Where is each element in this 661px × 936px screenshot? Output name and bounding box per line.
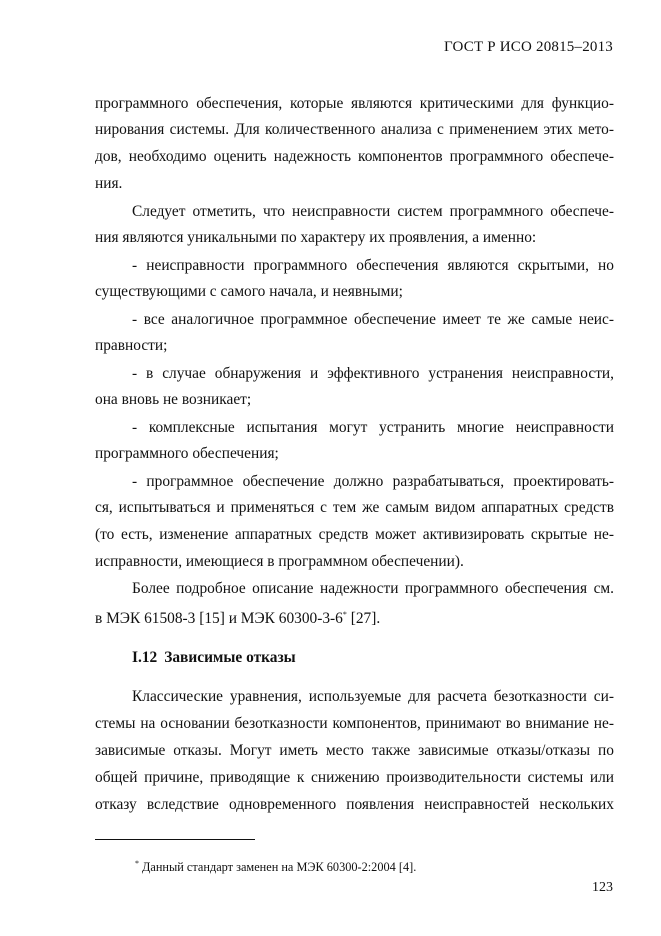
section-heading: [132, 648, 303, 668]
document-header-id: ГОСТ Р ИСО 20815–2013: [444, 39, 613, 55]
list-item: - в случае обнаружения и эффективного устранения неисправности,: [132, 365, 614, 382]
reference-citation: [27].: [346, 610, 381, 627]
section-number: I.12: [132, 649, 158, 666]
text-line: Более подробное описание надежности программного обеспечения см.: [132, 580, 614, 597]
text-line: ния являются уникальными по характеру их проявления, а именно:: [95, 229, 537, 246]
text-line: дов, необходимо оценить надежность компонентов программного обеспече-: [95, 148, 614, 165]
footnote-mark: *: [135, 859, 139, 868]
text-line: правности;: [95, 337, 168, 354]
text-line: зависимые отказы. Могут иметь место также зависимые отказы/отказы по: [95, 742, 614, 759]
page-number: 123: [592, 880, 613, 895]
text-line: исправности, имеющиеся в программном обеспечении).: [95, 553, 464, 570]
list-item: - комплексные испытания могут устранить многие неисправности: [132, 419, 614, 436]
text-line: Классические уравнения, используемые для расчета безотказности си-: [132, 688, 614, 705]
list-item: - все аналогичное программное обеспечение имеет те же самые неис-: [132, 311, 614, 328]
list-item: - программное обеспечение должно разрабатываться, проектировать-: [132, 473, 614, 490]
text-line: [95, 605, 614, 629]
text-line: она вновь не возникает;: [95, 391, 252, 408]
reference-text: в МЭК 61508-3 [15] и МЭК 60300-3-6: [95, 610, 343, 627]
text-line: программного обеспечения, которые являются критическими для функцио-: [95, 95, 614, 112]
footnote-text: Данный стандарт заменен на МЭК 60300-2:2004 [4].: [142, 860, 417, 874]
list-item: - неисправности программного обеспечения являются скрытыми, но: [132, 257, 614, 274]
text-line: Следует отметить, что неисправности систем программного обеспече-: [132, 203, 614, 220]
text-line: ния.: [95, 175, 123, 192]
text-line: отказу вследствие одновременного появления неисправностей нескольких: [95, 796, 614, 813]
footnote-marker: *: [342, 610, 347, 619]
text-line: стемы на основании безотказности компонентов, принимают во внимание не-: [95, 715, 614, 732]
section-title: Зависимые отказы: [164, 649, 296, 666]
footnote: [135, 856, 416, 875]
text-line: общей причине, приводящие к снижению производительности системы или: [95, 769, 614, 786]
text-line: существующими с самого начала, и неявными;: [95, 283, 403, 300]
text-line: программного обеспечения;: [95, 445, 279, 462]
text-line: нирования системы. Для количественного анализа с применением этих мето-: [95, 121, 614, 138]
text-line: ся, испытываться и применяться с тем же самым видом аппаратных средств: [95, 499, 614, 516]
text-line: (то есть, изменение аппаратных средств может активизировать скрытые не-: [95, 526, 614, 543]
footnote-divider: [95, 839, 255, 840]
